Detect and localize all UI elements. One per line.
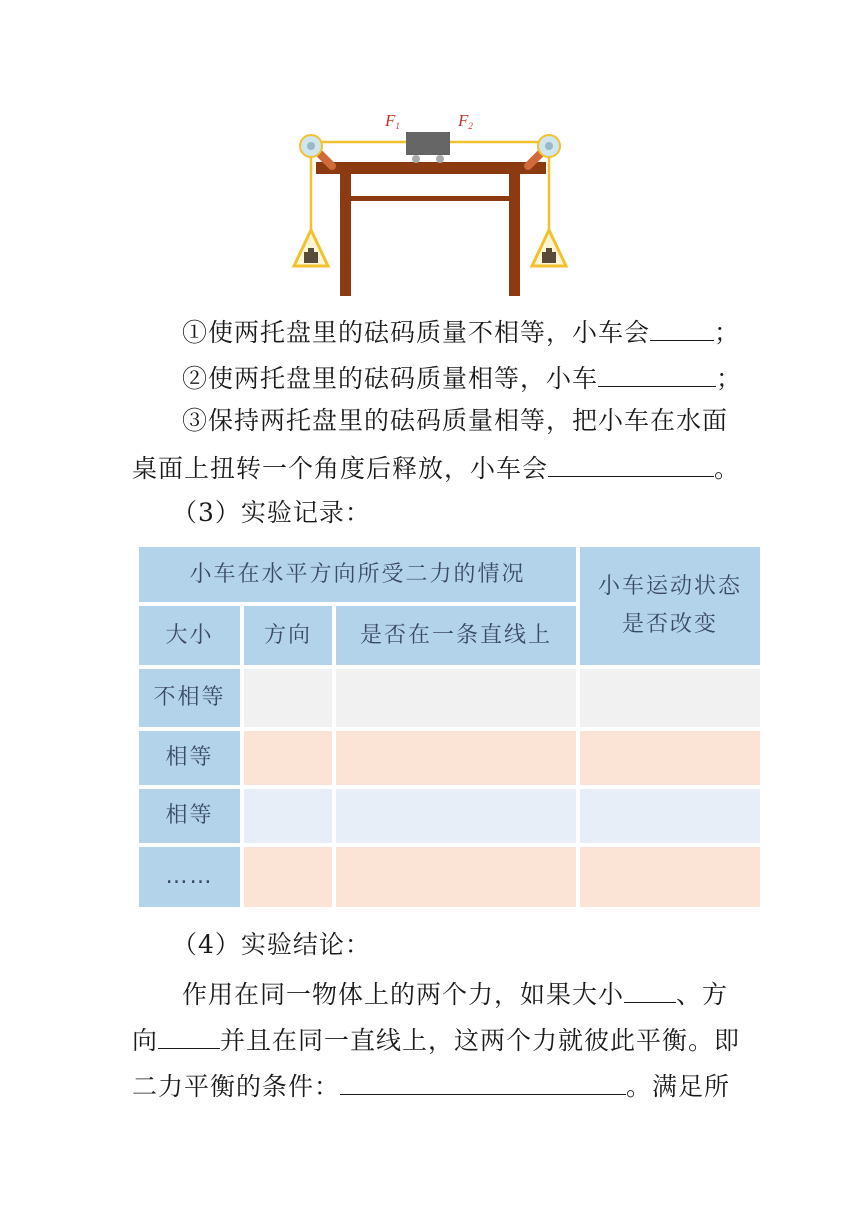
- answer-blank[interactable]: [158, 1024, 220, 1049]
- state-header: 小车运动状态 是否改变: [580, 547, 760, 665]
- col-direction-header: 方向: [244, 606, 332, 665]
- col-same-line-header: 是否在一条直线上: [336, 606, 576, 665]
- statement-2: ②使两托盘里的砝码质量相等，小车 ；: [182, 364, 743, 393]
- table-cell[interactable]: [244, 669, 332, 727]
- row-label: ……: [139, 847, 240, 907]
- right-pulley: [538, 135, 560, 157]
- answer-blank[interactable]: [340, 1070, 626, 1095]
- row-label: 相等: [139, 789, 240, 843]
- conclusion-3: 二力平衡的条件： 。满足所: [132, 1072, 731, 1101]
- row-label: 相等: [139, 731, 240, 785]
- force-label-f1: F1: [385, 111, 400, 131]
- table-cell[interactable]: [580, 789, 760, 843]
- table-cell[interactable]: [580, 847, 760, 907]
- conclusion-1: 作用在同一物体上的两个力，如果大小 、方: [182, 980, 729, 1009]
- statement-3: ③保持两托盘里的砝码质量相等，把小车在水面: [182, 406, 729, 435]
- answer-blank[interactable]: [548, 452, 714, 477]
- apparatus-figure: [290, 104, 580, 300]
- table-cell[interactable]: [244, 789, 332, 843]
- section-4-heading: （4）实验结论：: [172, 930, 371, 959]
- wooden-table: [316, 162, 546, 296]
- col-size-header: 大小: [139, 606, 240, 665]
- group-header: 小车在水平方向所受二力的情况: [139, 547, 576, 602]
- section-3-heading: （3）实验记录：: [172, 498, 371, 527]
- statement-1: ①使两托盘里的砝码质量不相等，小车会 ；: [182, 318, 741, 347]
- table-cell[interactable]: [336, 669, 576, 727]
- conclusion-2: 向 并且在同一直线上，这两个力就彼此平衡。即: [132, 1026, 741, 1055]
- answer-blank[interactable]: [650, 316, 714, 341]
- answer-blank[interactable]: [624, 978, 676, 1003]
- table-cell[interactable]: [336, 789, 576, 843]
- table-cell[interactable]: [336, 731, 576, 785]
- row-label: 不相等: [139, 669, 240, 727]
- statement-3-cont: 桌面上扭转一个角度后释放，小车会 。: [132, 454, 741, 483]
- record-table: [139, 547, 760, 907]
- table-cell[interactable]: [580, 669, 760, 727]
- cart: [406, 132, 450, 163]
- table-cell[interactable]: [336, 847, 576, 907]
- table-cell[interactable]: [580, 731, 760, 785]
- left-pulley: [300, 135, 322, 157]
- table-cell[interactable]: [244, 731, 332, 785]
- table-cell[interactable]: [244, 847, 332, 907]
- answer-blank[interactable]: [598, 362, 716, 387]
- force-label-f2: F2: [458, 111, 473, 131]
